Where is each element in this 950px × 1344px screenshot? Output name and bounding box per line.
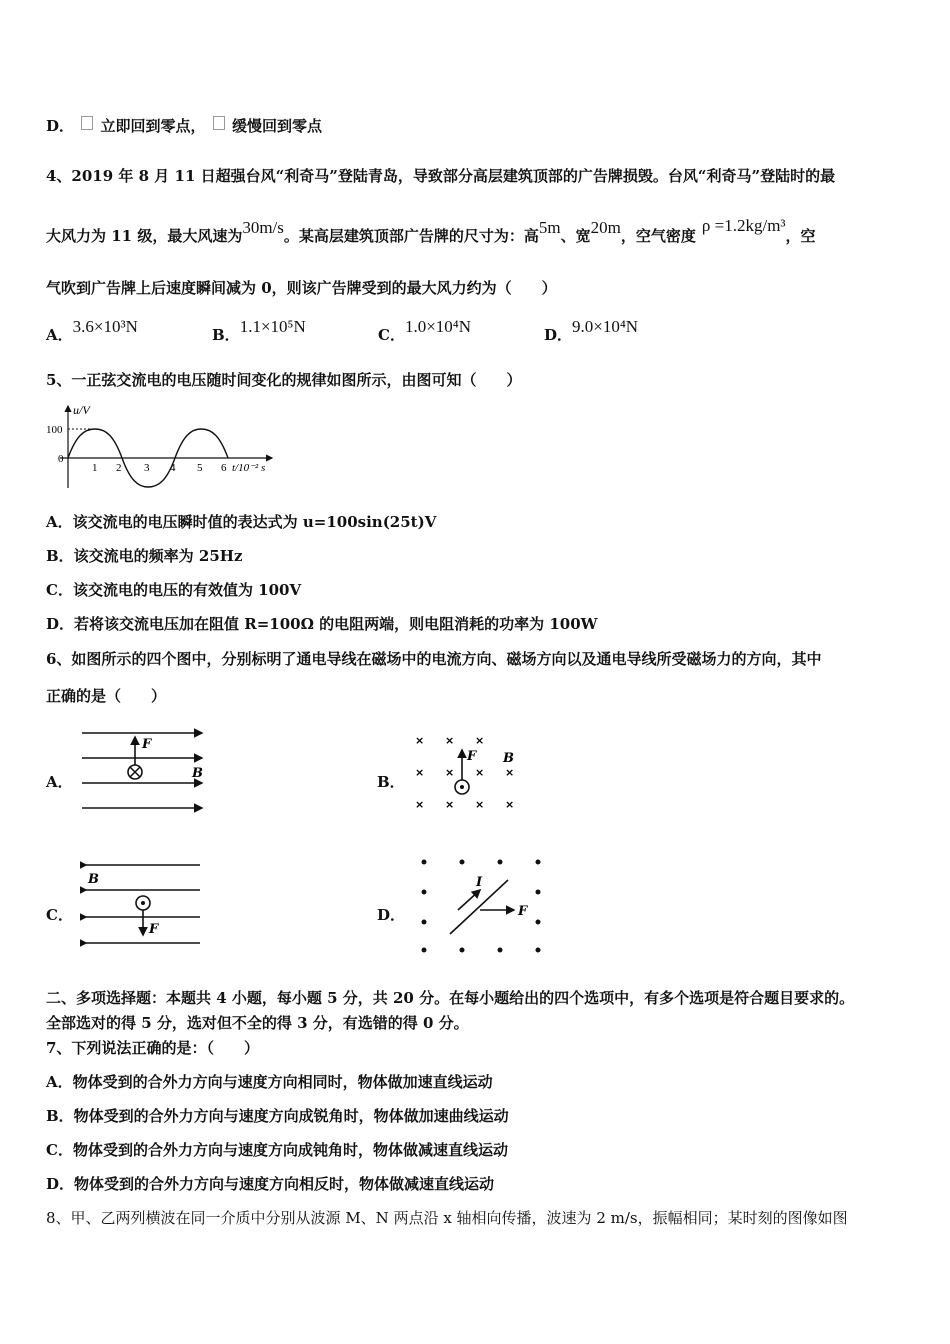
svg-text:×: × [445, 766, 455, 779]
q5-stem: 5、一正弦交流电的电压随时间变化的规律如图所示，由图可知（ ） [46, 371, 522, 389]
q6-label-c: C． [46, 906, 73, 924]
q4-option-b: B．1.1×10⁵N [212, 317, 306, 344]
q5-option-b: B．该交流电的频率为 25Hz [46, 547, 243, 565]
y-value-label: 100 [46, 424, 63, 436]
svg-text:F: F [467, 749, 477, 764]
svg-text:F: F [518, 904, 528, 919]
svg-text:×: × [415, 734, 425, 747]
q5-option-c: C．该交流电的电压的有效值为 100V [46, 581, 302, 599]
q6-stem-line1: 6、如图所示的四个图中，分别标明了通电导线在磁场中的电流方向、磁场方向以及通电导线所受磁场力的方向，其中 [46, 650, 822, 668]
tick-5: 5 [197, 462, 203, 474]
missing-glyph-icon [213, 116, 225, 130]
tick-6: 6 [221, 462, 227, 474]
missing-glyph-icon [81, 116, 93, 130]
tick-4: 4 [170, 462, 176, 474]
q7-option-b: B．物体受到的合外力方向与速度方向成锐角时，物体做加速曲线运动 [46, 1107, 509, 1125]
svg-text:F: F [149, 922, 159, 937]
svg-text:×: × [415, 798, 425, 811]
svg-text:×: × [505, 798, 515, 811]
q4-stem-line2: 大风力为 11 级，最大风速为30m/s。某高层建筑顶部广告牌的尺寸为：高5m、宽20m，空气密度ρ =1.2kg/m³，空 [46, 216, 816, 245]
q6-stem-line2: 正确的是（ ） [46, 687, 167, 705]
svg-text:×: × [445, 734, 455, 747]
q6-figure-a [80, 725, 210, 820]
q4-option-d: D．9.0×10⁴N [544, 317, 639, 344]
q6-label-a: A． [46, 773, 73, 791]
q6-label-d: D． [377, 906, 406, 924]
q7-option-c: C．物体受到的合外力方向与速度方向成钝角时，物体做减速直线运动 [46, 1141, 508, 1159]
q3-option-d: D． 立即回到零点， 缓慢回到零点 [46, 117, 322, 135]
q7-option-d: D．物体受到的合外力方向与速度方向相反时，物体做减速直线运动 [46, 1175, 495, 1193]
section2-heading-line2: 全部选对的得 5 分，选对但不全的得 3 分，有选错的得 0 分。 [46, 1014, 469, 1032]
tick-1: 1 [92, 462, 98, 474]
q6-figure-b [408, 730, 528, 815]
q4-stem-line3: 气吹到广告牌上后速度瞬间减为 0，则该广告牌受到的最大风力约为（ ） [46, 279, 557, 297]
q4-stem-line1: 4、2019 年 8 月 11 日超强台风“利奇马”登陆青岛，导致部分高层建筑顶部的广告牌损毁。台风“利奇马”登陆时的最 [46, 167, 836, 185]
svg-text:B: B [88, 872, 99, 887]
q6-label-b: B． [377, 773, 405, 791]
q8-stem: 8、甲、乙两列横波在同一介质中分别从波源 M、N 两点沿 x 轴相向传播，波速为 2 m/s，振幅相同；某时刻的图像如图 [46, 1209, 848, 1227]
svg-text:F: F [142, 737, 152, 752]
tick-3: 3 [144, 462, 150, 474]
y-axis-label: u/V [73, 403, 90, 417]
q5-option-a: A．该交流电的电压瞬时值的表达式为 u=100sin(25t)V [46, 513, 437, 531]
q6-figure-c [80, 855, 210, 950]
q5-voltage-graph [40, 400, 300, 495]
q6-figure-d [410, 852, 555, 962]
svg-text:×: × [475, 798, 485, 811]
q4-option-c: C．1.0×10⁴N [378, 317, 471, 344]
svg-text:×: × [415, 766, 425, 779]
svg-text:×: × [475, 766, 485, 779]
tick-2: 2 [116, 462, 122, 474]
svg-text:B: B [192, 766, 203, 781]
x-axis-label: t/10⁻² s [232, 462, 266, 474]
origin-label: 0 [58, 453, 64, 465]
svg-text:×: × [505, 766, 515, 779]
svg-text:×: × [475, 734, 485, 747]
q4-option-a: A．3.6×10³N [46, 317, 138, 344]
svg-text:B: B [503, 751, 514, 766]
svg-text:×: × [445, 798, 455, 811]
q5-option-d: D．若将该交流电压加在阻值 R=100Ω 的电阻两端，则电阻消耗的功率为 100W [46, 615, 598, 633]
q7-option-a: A．物体受到的合外力方向与速度方向相同时，物体做加速直线运动 [46, 1073, 493, 1091]
section2-heading-line1: 二、多项选择题：本题共 4 小题，每小题 5 分，共 20 分。在每小题给出的四个选项中，有多个选项是符合题目要求的。 [46, 989, 855, 1007]
svg-text:I: I [476, 875, 483, 890]
q7-stem: 7、下列说法正确的是：（ ） [46, 1039, 259, 1057]
